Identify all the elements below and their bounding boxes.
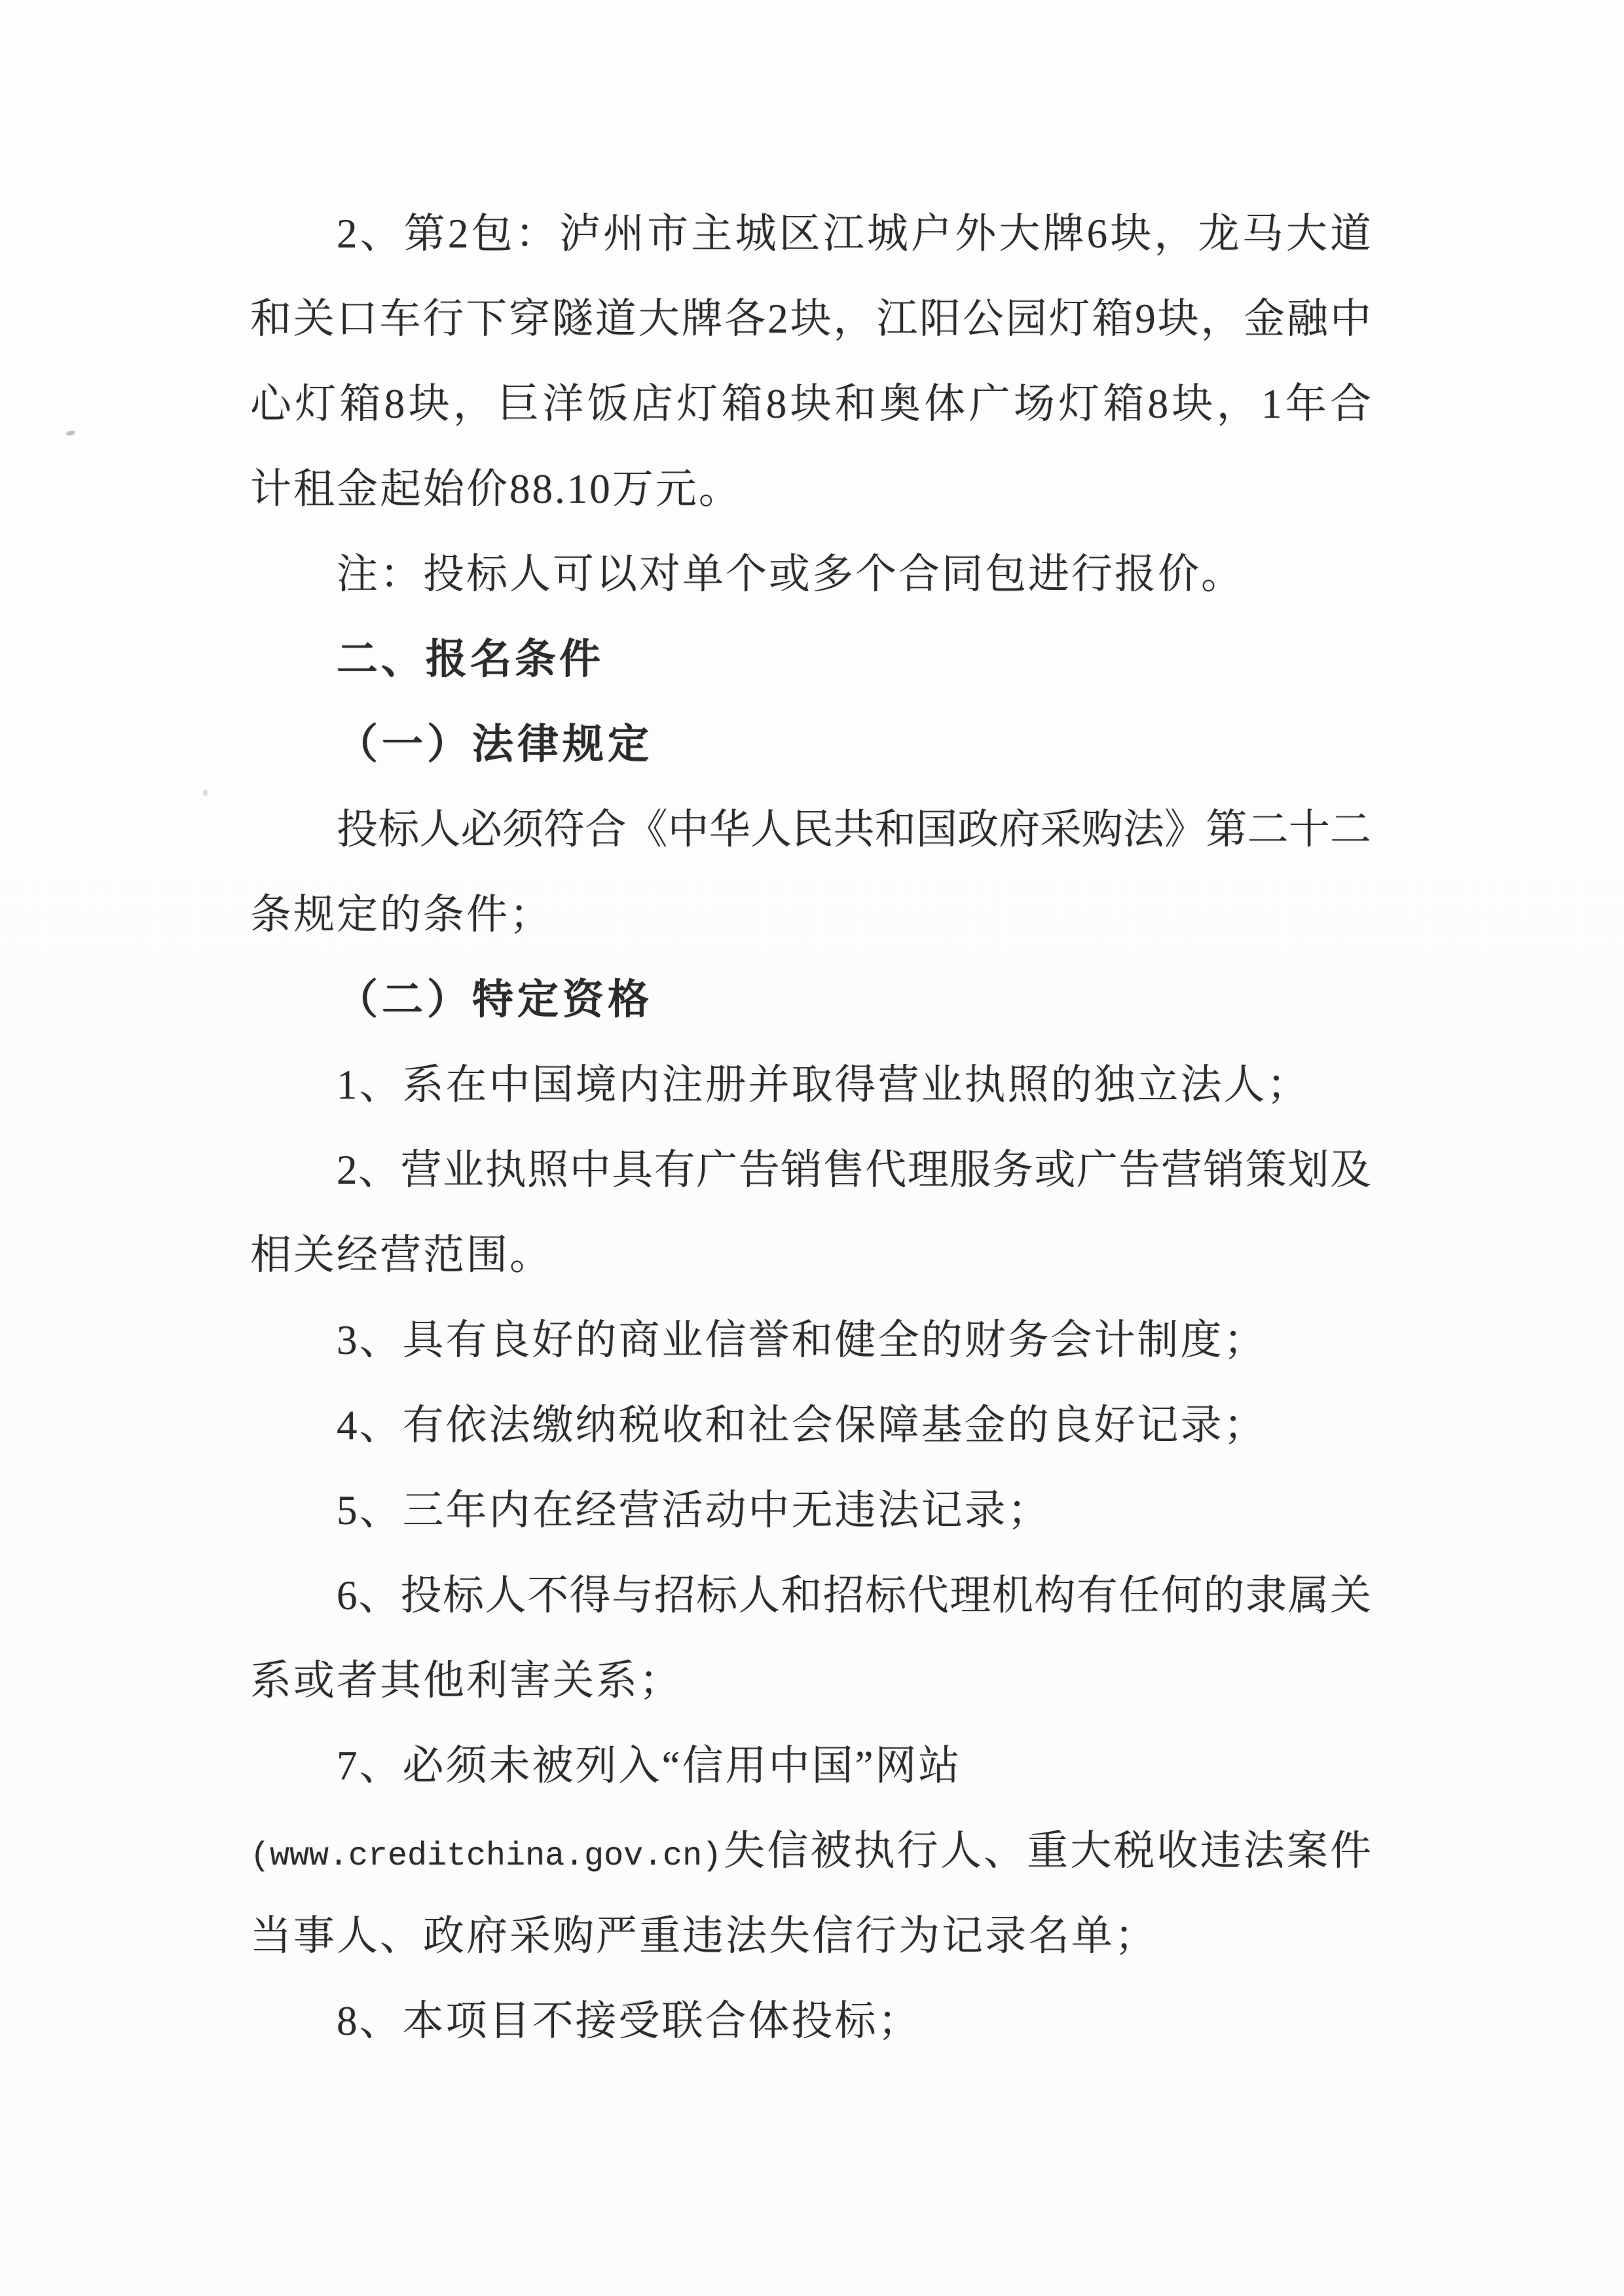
section-heading: （一）法律规定 xyxy=(337,721,653,767)
text-line: 相关经营范围。 xyxy=(250,1232,553,1278)
section-heading: 二、报名条件 xyxy=(337,636,604,682)
scan-speck xyxy=(203,790,208,796)
text-line: 4、有依法缴纳税收和社会保障基金的良好记录； xyxy=(337,1402,1267,1448)
text-line: 2、第2包：泸州市主城区江城户外大牌6块，龙马大道 xyxy=(337,211,1371,257)
text-line: 6、投标人不得与招标人和招标代理机构有任何的隶属关 xyxy=(337,1573,1371,1618)
text-line: 系或者其他利害关系； xyxy=(250,1658,682,1704)
text-line: 2、营业执照中具有广告销售代理服务或广告营销策划及 xyxy=(337,1147,1371,1193)
text-block xyxy=(250,191,1371,2064)
text-line: 投标人必须符合《中华人民共和国政府采购法》第二十二 xyxy=(337,807,1371,852)
url-text: (www.creditchina.gov.cn) xyxy=(250,1838,722,1875)
text-line: 计租金起始价88.10万元。 xyxy=(250,466,742,512)
text-line: 当事人、政府采购严重违法失信行为记录名单； xyxy=(250,1913,1158,1959)
scan-speck xyxy=(65,430,75,437)
text-segment: 失信被执行人、重大税收违法案件 xyxy=(722,1828,1371,1874)
text-line: 注：投标人可以对单个或多个合同包进行报价。 xyxy=(337,551,1244,597)
text-line: 3、具有良好的商业信誉和健全的财务会计制度； xyxy=(337,1317,1267,1363)
text-line: 心灯箱8块，巨洋饭店灯箱8块和奥体广场灯箱8块，1年合 xyxy=(250,381,1371,427)
text-line: 7、必须未被列入“信用中国”网站 xyxy=(337,1743,962,1789)
text-line: 5、三年内在经营活动中无违法记录； xyxy=(337,1487,1051,1533)
text-line: 8、本项目不接受联合体投标； xyxy=(337,1998,921,2044)
section-heading: （二）特定资格 xyxy=(337,977,653,1023)
text-line: 和关口车行下穿隧道大牌各2块，江阳公园灯箱9块，金融中 xyxy=(250,296,1371,342)
text-line: 1、系在中国境内注册并取得营业执照的独立法人； xyxy=(337,1062,1310,1108)
text-line xyxy=(250,1808,1371,1893)
text-line: 条规定的条件； xyxy=(250,892,553,938)
